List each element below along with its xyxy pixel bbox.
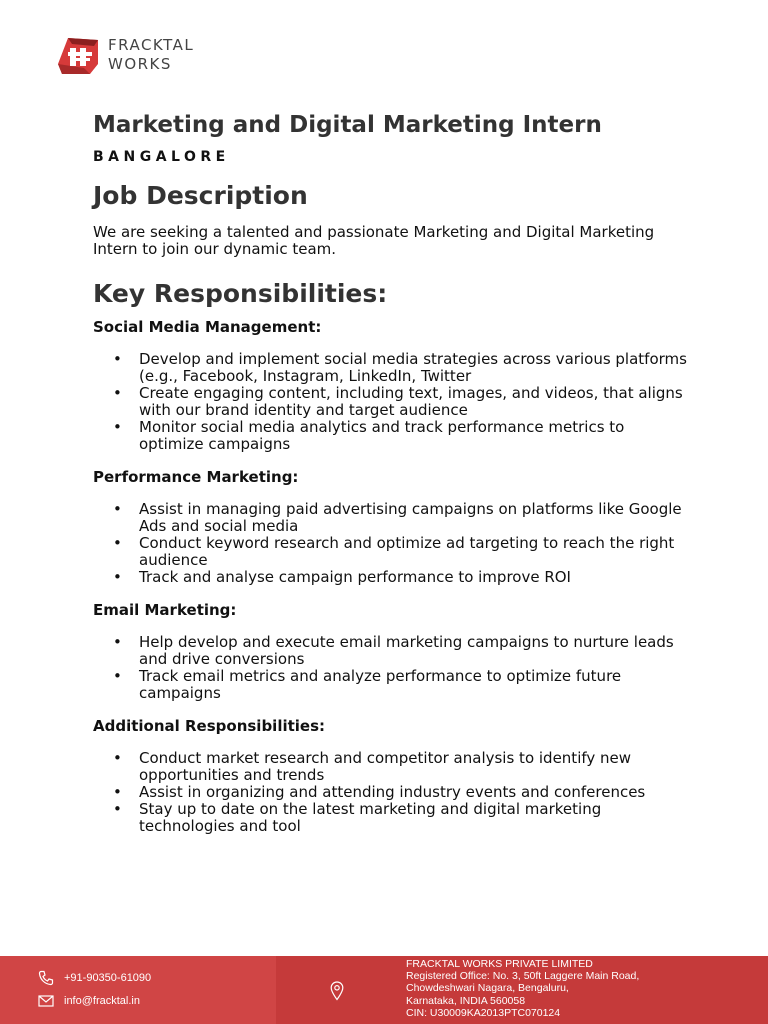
job-description-text: We are seeking a talented and passionate Marketing and Digital Marketing Intern to join our dynamic team. — [93, 223, 655, 258]
company-logo — [54, 34, 224, 78]
job-location: BANGALORE — [93, 149, 230, 165]
job-title: Marketing and Digital Marketing Intern — [93, 112, 602, 138]
bullet-icon: • — [113, 800, 122, 818]
bullet-icon: • — [113, 749, 122, 767]
bullet-icon: • — [113, 633, 122, 651]
brand-line-1: FRACKTAL — [108, 36, 195, 54]
list-item: • Develop and implement social media strategies across various platforms (e.g., Facebook, Instagram, LinkedIn, Twitter — [113, 350, 687, 385]
bullet-icon: • — [113, 534, 122, 552]
job-description-heading: Job Description — [93, 181, 308, 210]
fracktal-logo-icon — [54, 34, 100, 76]
bullet-icon: • — [113, 418, 122, 436]
address-line: Registered Office: No. 3, 50ft Laggere Main Road, — [406, 970, 640, 983]
document-body — [93, 110, 693, 835]
footer-contact-panel — [0, 956, 276, 1024]
section-additional-responsibilities — [93, 717, 693, 835]
brand-wordmark — [108, 36, 194, 74]
list-item: • Track and analyse campaign performance to improve ROI — [113, 568, 571, 586]
footer-phone[interactable] — [38, 970, 151, 986]
address-line: Chowdeshwari Nagara, Bengaluru, — [406, 982, 569, 995]
bullet-list — [93, 351, 693, 453]
list-item: • Help develop and execute email marketing campaigns to nurture leads and drive conversions — [113, 633, 674, 668]
section-title: Performance Marketing: — [93, 468, 299, 486]
section-title: Email Marketing: — [93, 601, 237, 619]
key-responsibilities-heading: Key Responsibilities: — [93, 279, 388, 308]
brand-line-2: WORKS — [108, 55, 172, 73]
section-title: Social Media Management: — [93, 318, 322, 336]
list-item: • Assist in managing paid advertising campaigns on platforms like Google Ads and social media — [113, 500, 682, 535]
bullet-icon: • — [113, 783, 122, 801]
list-item: • Conduct keyword research and optimize ad targeting to reach the right audience — [113, 534, 675, 569]
mail-icon — [38, 995, 54, 1007]
section-title: Additional Responsibilities: — [93, 717, 326, 735]
section-email-marketing — [93, 601, 693, 702]
bullet-icon: • — [113, 350, 122, 368]
location-pin-icon — [330, 981, 344, 1001]
bullet-icon: • — [113, 667, 122, 685]
section-social-media — [93, 318, 693, 453]
bullet-icon: • — [113, 384, 122, 402]
footer-bar — [0, 956, 768, 1024]
address-line: Karnataka, INDIA 560058 — [406, 994, 526, 1007]
bullet-list — [93, 501, 693, 586]
footer-email[interactable] — [38, 995, 140, 1007]
bullet-icon: • — [113, 500, 122, 518]
section-performance-marketing — [93, 468, 693, 586]
list-item: • Monitor social media analytics and track performance metrics to optimize campaigns — [113, 418, 625, 453]
bullet-list — [93, 750, 693, 835]
email-address: info@fracktal.in — [64, 995, 140, 1007]
address-line: FRACKTAL WORKS PRIVATE LIMITED — [406, 958, 593, 970]
list-item: • Track email metrics and analyze performance to optimize future campaigns — [113, 667, 622, 702]
phone-icon — [38, 970, 54, 986]
list-item: • Conduct market research and competitor analysis to identify new opportunities and trends — [113, 749, 632, 784]
footer-address — [406, 958, 756, 1019]
bullet-list — [93, 634, 693, 702]
address-line: CIN: U30009KA2013PTC070124 — [406, 1006, 561, 1019]
list-item: • Assist in organizing and attending industry events and conferences — [113, 783, 646, 801]
list-item: • Stay up to date on the latest marketing and digital marketing technologies and tool — [113, 800, 602, 835]
list-item: • Create engaging content, including text, images, and videos, that aligns with our brand identity and target audience — [113, 384, 683, 419]
phone-number: +91-90350-61090 — [64, 972, 152, 984]
bullet-icon: • — [113, 568, 122, 586]
